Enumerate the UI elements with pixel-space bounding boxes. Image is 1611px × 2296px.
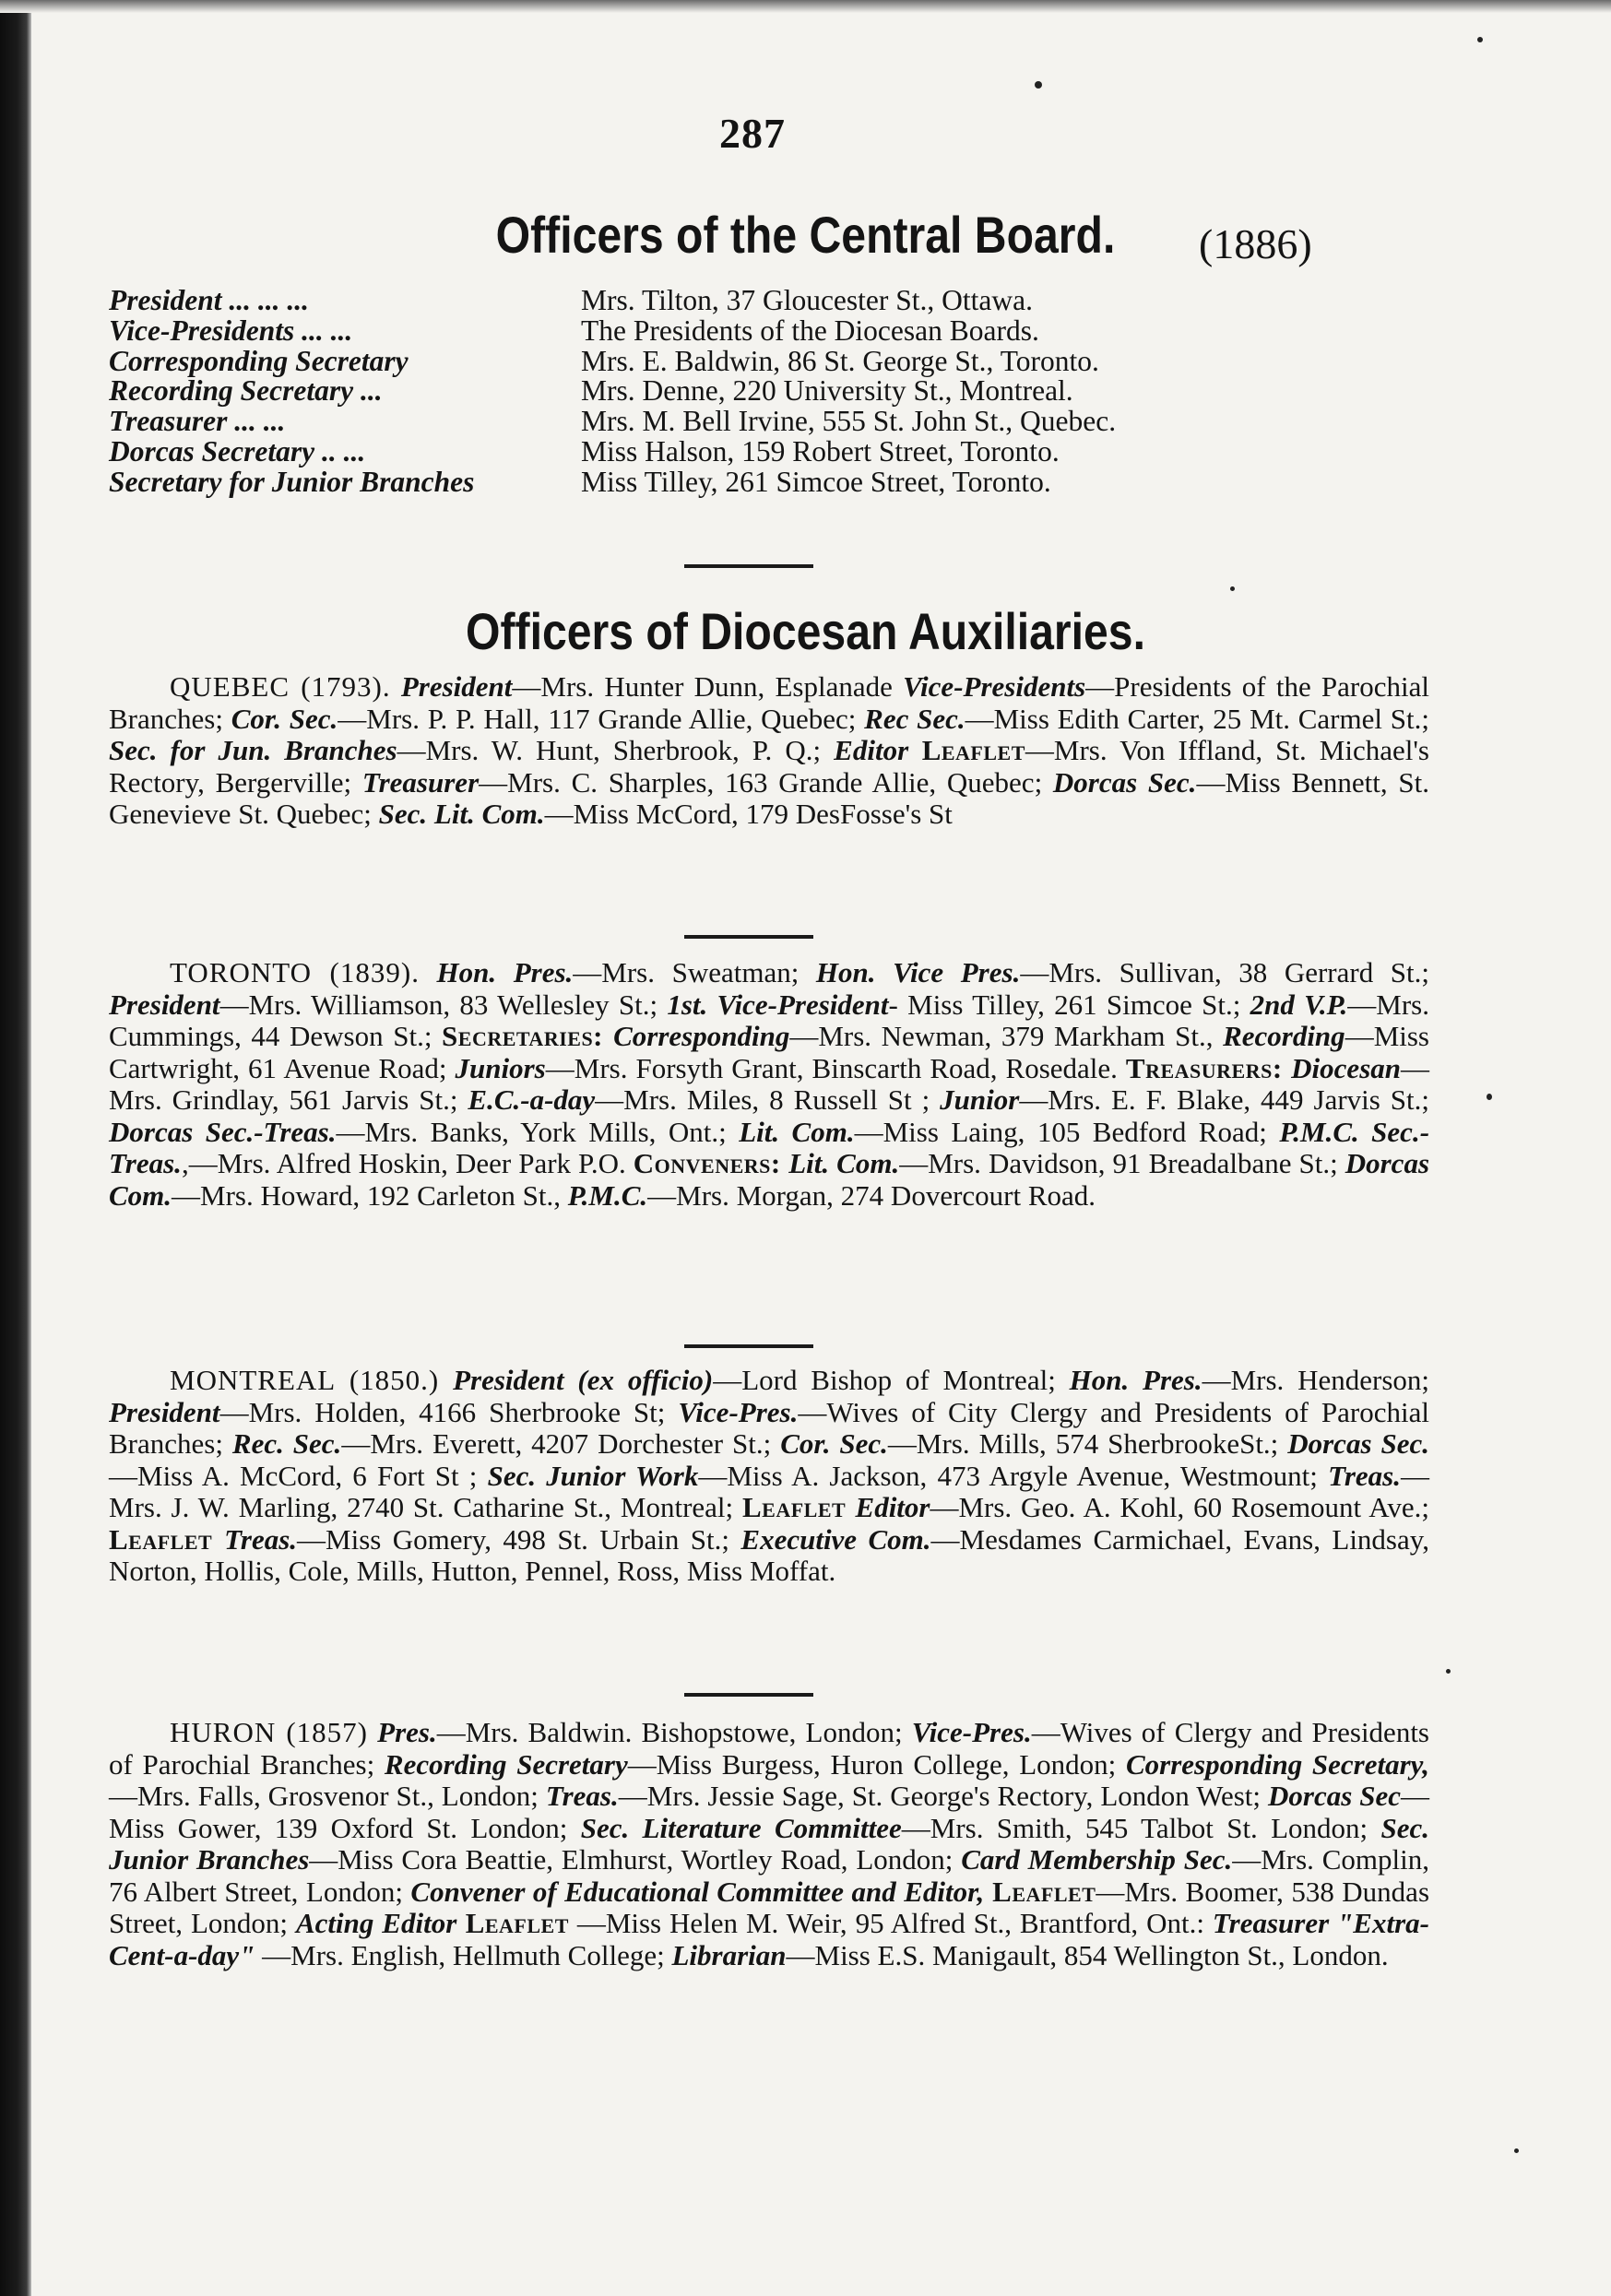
officer-details: —Mrs. Grindlay, 561 Jarvis St.; bbox=[109, 1051, 1429, 1116]
office-title: Vice-Presidents bbox=[903, 670, 1086, 703]
officer-details: —Mrs. Banks, York Mills, Ont.; bbox=[336, 1115, 740, 1148]
office-title: Treasurer "Extra-Cent-a-day" bbox=[109, 1907, 1429, 1971]
officer-row bbox=[109, 316, 1492, 347]
officer-name: Mrs. Tilton, 37 Gloucester St., Ottawa. bbox=[581, 284, 1034, 316]
officer-details: —Mrs. Forsyth Grant, Binscarth Road, Rosedale. bbox=[545, 1051, 1126, 1084]
officer-details: —Mrs. Holden, 4166 Sherbrooke St; bbox=[219, 1395, 679, 1428]
office-title: President bbox=[400, 670, 513, 703]
office-title: President (ex officio) bbox=[453, 1364, 714, 1396]
office-title: Corresponding Secretary, bbox=[1125, 1747, 1429, 1781]
office-title: Sec. for Jun. Branches bbox=[109, 734, 397, 766]
officer-details: —Mrs. Sweatman; bbox=[573, 956, 816, 988]
officer-details: —Mrs. English, Hellmuth College; bbox=[255, 1938, 672, 1971]
office-title: E.C.-a-day bbox=[468, 1083, 596, 1116]
officer-details: —Miss Laing, 105 Bedford Road; bbox=[854, 1115, 1280, 1148]
officer-details: —Mrs. Everett, 4207 Dorchester St.; bbox=[341, 1427, 781, 1460]
officer-row bbox=[109, 467, 1492, 498]
officer-details: —Mrs. Sullivan, 38 Gerrard St.; bbox=[1020, 956, 1430, 988]
office-title: Dorcas Sec. bbox=[1287, 1427, 1429, 1460]
officer-details: —Lord Bishop of Montreal; bbox=[713, 1364, 1070, 1396]
office-title: Sec. Junior Branches bbox=[109, 1811, 1429, 1876]
central-board-officers bbox=[109, 286, 1492, 498]
officer-details: —Mrs. Baldwin. Bishopstowe, London; bbox=[436, 1716, 912, 1748]
office-title: Treas. bbox=[1328, 1459, 1402, 1492]
office-title: Editor bbox=[855, 1491, 930, 1523]
officer-details: —Miss Cartwright, 61 Avenue Road; bbox=[109, 1020, 1429, 1084]
office-title: President bbox=[109, 1395, 220, 1428]
officer-details: —Miss Helen M. Weir, 95 Alfred St., Brantford, Ont.: bbox=[568, 1907, 1213, 1939]
officer-details: —Miss A. Jackson, 473 Argyle Avenue, Westmount; bbox=[698, 1459, 1329, 1492]
officer-details: —Mrs. Cummings, 44 Dewson St.; bbox=[109, 988, 1429, 1052]
officer-details: —Mrs. Howard, 192 Carleton St., bbox=[172, 1178, 568, 1212]
officer-details: —Miss Bennett, St. Genevieve St. Quebec; bbox=[109, 765, 1429, 830]
office-title: Dorcas Com. bbox=[109, 1147, 1430, 1212]
office-title: Hon. Pres. bbox=[436, 956, 574, 988]
office-title: President bbox=[109, 988, 220, 1021]
office-title: Convener of Educational Committee and Editor, bbox=[410, 1875, 985, 1908]
central-board-title: Officers of the Central Board. bbox=[495, 206, 1116, 264]
officer-office: Recording Secretary ... bbox=[109, 374, 383, 408]
section-divider bbox=[684, 1344, 813, 1348]
officer-details: —Miss Edith Carter, 25 Mt. Carmel St.; bbox=[965, 702, 1429, 735]
office-title: 1st. Vice-President bbox=[667, 988, 889, 1021]
officer-details: —Miss A. McCord, 6 Fort St ; bbox=[109, 1459, 488, 1492]
officer-details: ,—Mrs. Alfred Hoskin, Deer Park P.O. bbox=[181, 1147, 634, 1179]
officer-office: Secretary for Junior Branches bbox=[109, 465, 475, 498]
officer-details: —Mesdames Carmichael, Evans, Lindsay, Norton, Hollis, Cole, Mills, Hutton, Pennel, Ross, Miss Moffat. bbox=[109, 1522, 1429, 1587]
office-group-heading: Leaflet bbox=[456, 1907, 569, 1939]
officer-details: —Mrs. Newman, 379 Markham St., bbox=[789, 1020, 1224, 1052]
scan-speck bbox=[1514, 2148, 1519, 2153]
officer-details: —Mrs. Hunter Dunn, Esplanade bbox=[512, 670, 904, 703]
officer-name: Miss Tilley, 261 Simcoe Street, Toronto. bbox=[581, 465, 1051, 498]
officer-office: Dorcas Secretary .. ... bbox=[109, 434, 366, 467]
officer-row bbox=[109, 286, 1492, 316]
scan-speck bbox=[1477, 37, 1483, 42]
office-title: Acting Editor bbox=[295, 1907, 457, 1939]
scan-speck bbox=[1487, 1094, 1492, 1100]
officer-details: —Mrs. Falls, Grosvenor St., London; bbox=[109, 1780, 546, 1812]
officer-name: The Presidents of the Diocesan Boards. bbox=[581, 314, 1039, 347]
central-board-year: (1886) bbox=[1199, 220, 1312, 267]
office-title: Rec Sec. bbox=[864, 702, 965, 735]
office-group-heading: Leaflet bbox=[908, 734, 1025, 766]
office-title: Sec. Junior Work bbox=[487, 1459, 699, 1492]
diocese-officers-text bbox=[109, 1364, 1429, 1587]
officer-details: —Wives of Clergy and Presidents of Parochial Branches; bbox=[109, 1716, 1429, 1781]
officer-row bbox=[109, 407, 1492, 437]
officer-details: —Miss E.S. Manigault, 854 Wellington St., London. bbox=[786, 1938, 1389, 1971]
office-title: Recording Secretary bbox=[384, 1747, 628, 1781]
officer-name: Miss Halson, 159 Robert Street, Toronto. bbox=[581, 434, 1060, 467]
officer-office: Vice-Presidents ... ... bbox=[109, 314, 353, 347]
office-title: Editor bbox=[834, 734, 909, 766]
office-title: Executive Com. bbox=[740, 1522, 931, 1556]
office-group-heading: Leaflet bbox=[109, 1522, 225, 1556]
office-title: Lit. Com. bbox=[788, 1147, 900, 1179]
officer-details: —Mrs. Davidson, 91 Breadalbane St.; bbox=[899, 1147, 1345, 1179]
office-title: Dorcas Sec bbox=[1268, 1780, 1401, 1812]
officer-details: —Presidents of the Parochial Branches; bbox=[109, 670, 1429, 735]
diocese-name: HURON (1857) bbox=[170, 1716, 368, 1748]
office-title: 2nd V.P. bbox=[1250, 988, 1348, 1021]
office-title: Diocesan bbox=[1291, 1051, 1401, 1084]
office-title: Treas. bbox=[224, 1522, 298, 1556]
officer-details: —Wives of City Clergy and Presidents of Parochial Branches; bbox=[109, 1395, 1429, 1460]
officer-details: —Mrs. W. Hunt, Sherbrook, P. Q.; bbox=[397, 734, 835, 766]
officer-details: —Mrs. E. F. Blake, 449 Jarvis St.; bbox=[1019, 1083, 1429, 1116]
officer-details: —Mrs. C. Sharples, 163 Grande Allie, Quebec; bbox=[479, 765, 1053, 799]
officer-details: —Mrs. Geo. A. Kohl, 60 Rosemount Ave.; bbox=[930, 1491, 1429, 1523]
office-group-heading: Secretaries: bbox=[442, 1020, 614, 1052]
officer-office: Corresponding Secretary bbox=[109, 344, 409, 377]
officer-details: —Miss Burgess, Huron College, London; bbox=[627, 1747, 1126, 1781]
office-title: Cor. Sec. bbox=[231, 702, 338, 735]
diocese-officers-text bbox=[109, 956, 1429, 1212]
office-title: Junior bbox=[940, 1083, 1020, 1116]
office-title: Juniors bbox=[455, 1051, 546, 1084]
office-title: Sec. Lit. Com. bbox=[378, 798, 545, 830]
officer-details: —Mrs. Henderson; bbox=[1202, 1364, 1430, 1396]
officer-details: —Mrs. J. W. Marling, 2740 St. Catharine St., Montreal; bbox=[109, 1459, 1430, 1523]
office-title: Dorcas Sec.-Treas. bbox=[109, 1115, 337, 1148]
officer-details: —Mrs. Mills, 574 SherbrookeSt.; bbox=[887, 1427, 1288, 1460]
officer-details: - Miss Tilley, 261 Simcoe St.; bbox=[888, 988, 1250, 1021]
office-title: Cor. Sec. bbox=[780, 1427, 888, 1460]
officer-office: Treasurer ... ... bbox=[109, 405, 286, 438]
scan-speck bbox=[1230, 586, 1235, 591]
officer-details: —Mrs. Miles, 8 Russell St ; bbox=[595, 1083, 941, 1116]
page-number: 287 bbox=[719, 110, 786, 157]
officer-row bbox=[109, 376, 1492, 407]
office-group-heading: Conveners: bbox=[633, 1147, 789, 1179]
page-scan-top-edge bbox=[0, 0, 1611, 13]
officer-details: —Miss McCord, 179 DesFosse's St bbox=[544, 798, 953, 830]
office-title: Rec. Sec. bbox=[231, 1427, 342, 1460]
diocese-name: TORONTO (1839). bbox=[170, 956, 420, 988]
office-title: Vice-Pres. bbox=[911, 1716, 1032, 1748]
office-group-heading: Treasurers: bbox=[1125, 1051, 1292, 1084]
diocese-name: QUEBEC (1793). bbox=[170, 670, 391, 703]
diocese-montreal-section bbox=[109, 1365, 1429, 1588]
diocese-huron-section bbox=[109, 1717, 1429, 1971]
diocese-officers-text bbox=[109, 1716, 1429, 1971]
officer-name: Mrs. M. Bell Irvine, 555 St. John St., Quebec. bbox=[581, 405, 1117, 438]
office-title: Vice-Pres. bbox=[678, 1395, 799, 1428]
officer-details: —Mrs. Jessie Sage, St. George's Rectory, London West; bbox=[618, 1780, 1268, 1812]
office-group-heading: Leaflet bbox=[741, 1491, 856, 1523]
diocese-name: MONTREAL (1850.) bbox=[170, 1364, 440, 1396]
diocesan-auxiliaries-title: Officers of Diocesan Auxiliaries. bbox=[466, 602, 1145, 660]
section-divider bbox=[684, 935, 813, 939]
office-title: Pres. bbox=[377, 1716, 437, 1748]
scan-speck bbox=[1035, 81, 1042, 89]
office-title: Corresponding bbox=[613, 1020, 790, 1052]
diocese-toronto-section bbox=[109, 957, 1429, 1212]
office-title: Dorcas Sec. bbox=[1052, 765, 1197, 799]
page-scan-edge bbox=[0, 0, 31, 2296]
scan-speck bbox=[1446, 1669, 1451, 1674]
officer-details: —Mrs. P. P. Hall, 117 Grande Allie, Quebec; bbox=[338, 702, 865, 735]
section-divider bbox=[684, 564, 813, 568]
officer-details: —Miss Gomery, 498 St. Urbain St.; bbox=[297, 1522, 741, 1556]
officer-details: —Mrs. Morgan, 274 Dovercourt Road. bbox=[647, 1178, 1096, 1212]
office-title: Card Membership Sec. bbox=[961, 1843, 1233, 1876]
office-title: Recording bbox=[1223, 1020, 1345, 1052]
officer-details: —Mrs. Von Iffland, St. Michael's Rectory, Bergerville; bbox=[109, 734, 1430, 799]
officer-name: Mrs. Denne, 220 University St., Montreal. bbox=[581, 374, 1073, 408]
office-title: Sec. Literature Committee bbox=[580, 1811, 902, 1844]
officer-details: —Mrs. Boomer, 538 Dundas Street, London; bbox=[109, 1875, 1430, 1939]
officer-row bbox=[109, 434, 1492, 467]
officer-details: —Mrs. Smith, 545 Talbot St. London; bbox=[901, 1811, 1381, 1844]
section-divider bbox=[684, 1693, 813, 1697]
office-title: Lit. Com. bbox=[739, 1115, 855, 1148]
office-title: Treas. bbox=[545, 1780, 619, 1812]
office-title: P.M.C. Sec.-Treas. bbox=[109, 1115, 1430, 1179]
officer-row bbox=[109, 344, 1492, 377]
diocese-quebec-section bbox=[109, 671, 1429, 831]
office-title: Hon. Pres. bbox=[1069, 1364, 1202, 1396]
officer-details: —Mrs. Williamson, 83 Wellesley St.; bbox=[219, 988, 668, 1021]
officer-details: —Mrs. Complin, 76 Albert Street, London; bbox=[109, 1843, 1430, 1908]
officer-name: Mrs. E. Baldwin, 86 St. George St., Toronto. bbox=[581, 344, 1099, 377]
officer-details: —Miss Gower, 139 Oxford St. London; bbox=[109, 1780, 1429, 1844]
office-title: Treasurer bbox=[361, 765, 480, 799]
officer-details: —Miss Cora Beattie, Elmhurst, Wortley Road, London; bbox=[309, 1843, 962, 1876]
office-title: P.M.C. bbox=[567, 1178, 648, 1212]
officer-office: President ... ... ... bbox=[109, 284, 309, 316]
office-title: Hon. Vice Pres. bbox=[815, 956, 1021, 988]
office-group-heading: Leaflet bbox=[984, 1875, 1096, 1908]
office-title: Librarian bbox=[671, 1938, 787, 1971]
